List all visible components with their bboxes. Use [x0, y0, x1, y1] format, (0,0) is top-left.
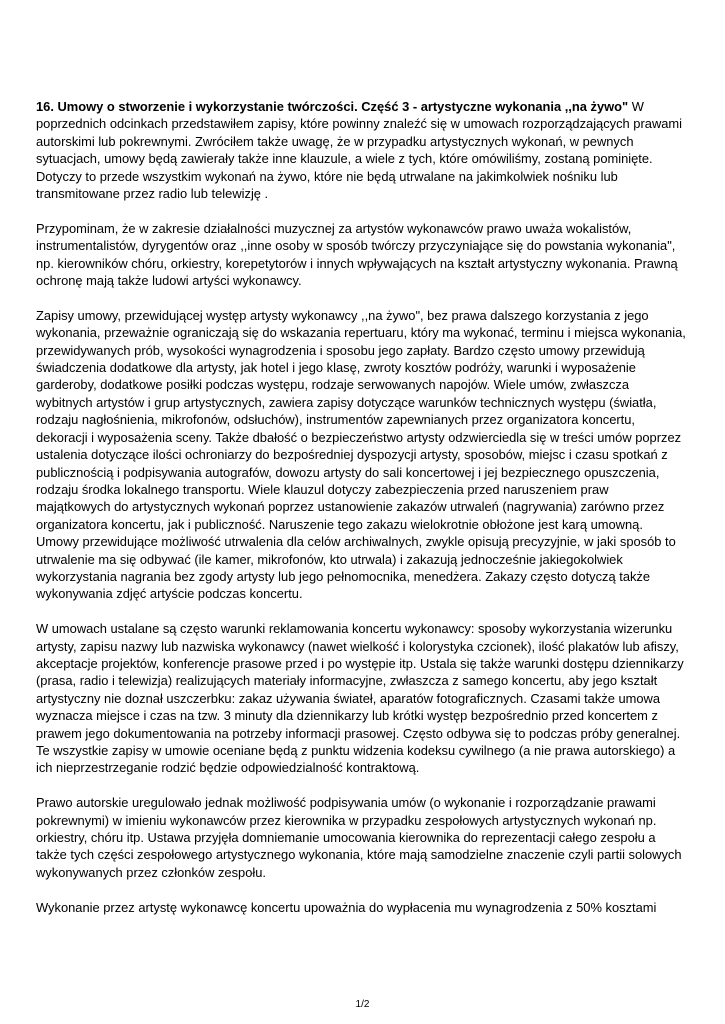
paragraph-remuneration: Wykonanie przez artystę wykonawcę koncertu upoważnia do wypłacenia mu wynagrodzenia z 50% kosztami	[36, 899, 657, 915]
intro-text: W poprzednich odcinkach przedstawiłem zapisy, które powinny znaleźć się w umowach rozporządzających prawami autorskimi lub pokrewnymi. Zwróciłem także uwagę, że w przypadku artystycznych wykonań, w pewnych sytuacjach, umowy będą zawierały także inne klauzule, a wiele z tych, które omówiliśmy, zostaną pominięte. Dotyczy to przede wszystkim wykonań na żywo, które nie będą utrwalane na jakimkolwiek nośniku lub transmitowane przez radio lub telewizję .	[36, 99, 683, 202]
paragraph-contract-terms: Zapisy umowy, przewidującej występ artysty wykonawcy ,,na żywo", bez prawa dalszego korzystania z jego wykonania, przeważnie ograniczają się do wskazania repertuaru, który ma wykonać, terminu i miejsca wykonania, przewidywanych prób, wysokości wynagrodzenia i sposobu jego zapłaty. Bardzo często umowy przewidują świadczenia dodatkowe dla artysty, jak hotel i jego klasę, zwroty kosztów podróży, warunki i wyposażenie garderoby, dodatkowe posiłki podczas występu, rodzaje serwowanych napojów. Wiele umów, zwłaszcza wybitnych artystów i grup artystycznych, zawiera zapisy dotyczące warunków technicznych występu (światła, rodzaju nagłośnienia, mikrofonów, odsłuchów), instrumentów zapewnianych przez organizatora koncertu, dekoracji i wyposażenia sceny. Także dbałość o bezpieczeństwo artysty odzwierciedla się w treści umów poprzez ustalenia dotyczące ilości ochroniarzy do bezpośredniej dyspozycji artysty, sposobów, miejsc i czasu spotkań z publicznością i podpisywania autografów, dowozu artysty do sali koncertowej i jej bezpiecznego opuszczenia, rodzaju środka lokalnego transportu. Wiele klauzul dotyczy zabezpieczenia przed naruszeniem praw majątkowych do artystycznych wykonań poprzez ustanowienie zakazów utrwaleń (nagrywania) zarówno przez organizatora koncertu, jak i publiczność. Naruszenie tego zakazu wielokrotnie obłożone jest karą umowną. Umowy przewidujące możliwość utrwalenia dla celów archiwalnych, zwykle opisują precyzyjnie, w jaki sposób to utrwalenie ma się odbywać (ile kamer, mikrofonów, kto utrwala) i zakazują jednocześnie jakiegokolwiek wykorzystania nagrania bez zgody artysty lub jego pełnomocnika, menedżera. Zakazy często dotyczą także wykonywania zdjęć artyście podczas koncertu.	[36, 307, 686, 602]
paragraph-ensemble: Prawo autorskie uregulowało jednak możliwość podpisywania umów (o wykonanie i rozporządzanie prawami pokrewnymi) w imieniu wykonawców przez kierownika w przypadku zespołowych artystycznych wykonań np. orkiestry, chóru itp. Ustawa przyjęła domniemanie umocowania kierownika do reprezentacji całego zespołu a także tych części zespołowego artystycznego wykonania, które mają samodzielne znaczenie czyli partii solowych wykonywanych przez członków zespołu.	[36, 795, 682, 880]
intro-paragraph	[36, 98, 686, 202]
paragraph-performers: Przypominam, że w zakresie działalności muzycznej za artystów wykonawców prawo uważa wokalistów, instrumentalistów, dyrygentów oraz ,,inne osoby w sposób twórczy przyczyniające się do powstania wykonania", np. kierowników chóru, orkiestry, korepetytorów i innych wpływających na kształt artystyczny wykonania. Prawną ochronę mają także ludowi artyści wykonawcy.	[36, 220, 678, 289]
page-number: 1/2	[355, 999, 370, 1010]
document-body	[36, 98, 686, 933]
paragraph-promotion: W umowach ustalane są często warunki reklamowania koncertu wykonawcy: sposoby wykorzystania wizerunku artysty, zapisu nazwy lub nazwiska wykonawcy (nawet wielkość i kolorystyka czcionek), ilość plakatów lub afiszy, akceptacje projektów, konferencje prasowe przed i po występie itp. Ustala się także warunki dostępu dziennikarzy (prasa, radio i telewizja) realizujących materiały informacyjne, zwłaszcza z samego koncertu, aby jego kształt artystyczny nie doznał uszczerbku: zakaz używania świateł, aparatów fotograficznych. Czasami także umowa wyznacza miejsce i czas na tzw. 3 minuty dla dziennikarzy lub krótki występ bezpośrednio przed koncertem z prawem jego dokumentowania na potrzeby informacji prasowej. Często odbywa się to podczas próby generalnej. Te wszystkie zapisy w umowie oceniane będą z punktu widzenia kodeksu cywilnego (a nie prawa autorskiego) a ich nieprzestrzeganie rodzić będzie odpowiedzialność kontraktową.	[36, 621, 684, 776]
article-title: 16. Umowy o stworzenie i wykorzystanie twórczości. Część 3 - artystyczne wykonania ,,na żywo"	[36, 99, 629, 114]
